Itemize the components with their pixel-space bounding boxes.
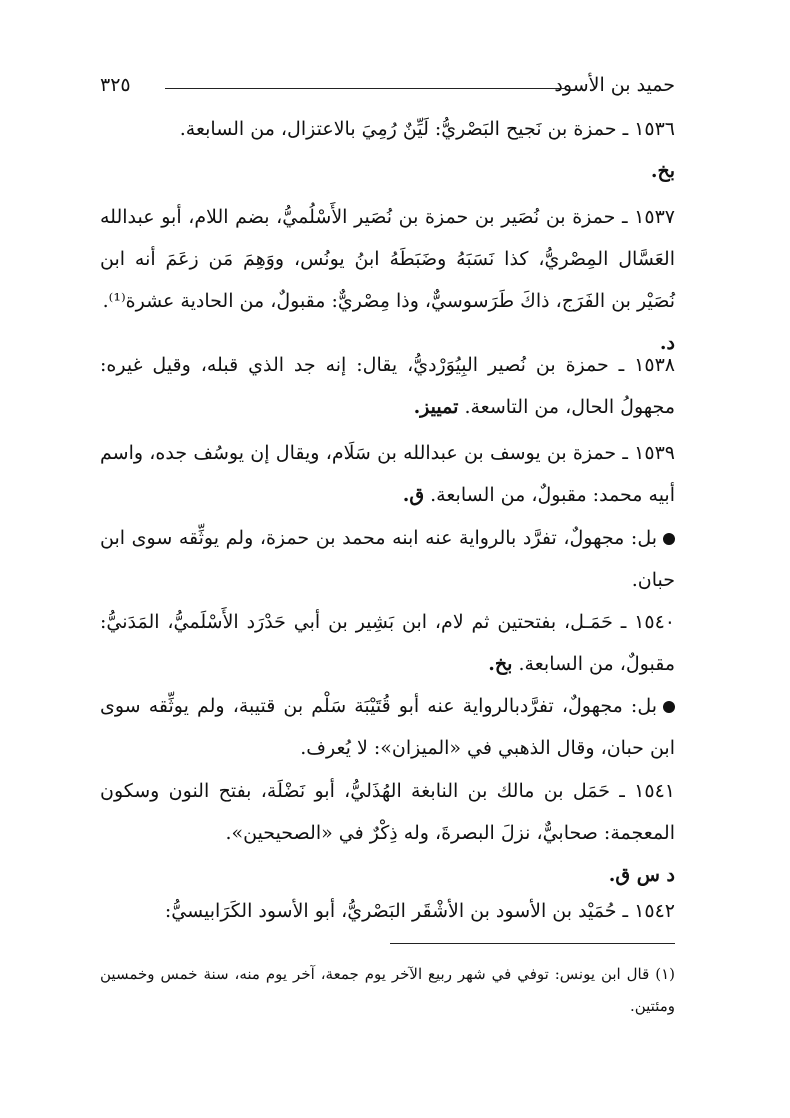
page-number: ٣٢٥	[100, 74, 131, 96]
entry-tail: بخ.	[488, 653, 513, 675]
entry-tail: د س ق.	[608, 864, 675, 886]
entry-1540	[100, 601, 675, 685]
entry-1542	[100, 890, 675, 932]
bullet-icon	[663, 533, 675, 545]
document-page	[100, 0, 675, 1118]
entry-text: ١٥٤٠ ـ حَمَـل، بفتحتين ثم لام، ابن بَشِير بن أبي حَدْرَد الأَسْلَميُّ، المَدَنيُّ: مقبولٌ، من السابعة.	[100, 611, 675, 675]
header-rule	[165, 88, 565, 89]
entry-text: ١٥٣٦ ـ حمزة بن نَجيح البَصْريُّ: لَيِّنٌ رُمِيَ بالاعتزال، من السابعة.	[179, 118, 675, 140]
entry-1537	[100, 196, 675, 364]
entry-1536	[100, 108, 675, 192]
header-title: حميد بن الأسود	[554, 74, 675, 96]
bullet-icon	[663, 701, 675, 713]
entry-note-1539	[100, 517, 675, 601]
entry-text: بل: مجهولٌ، تفرَّد بالرواية عنه ابنه محمد بن حمزة، ولم يوثِّقه سوى ابن حبان.	[100, 527, 675, 591]
entry-text: ١٥٣٧ ـ حمزة بن نُصَير بن حمزة بن نُصَير الأَسْلُميُّ، بضم اللام، أبو عبدالله العَسَّال المِصْريُّ، كذا نَسَبَهُ وضَبَطَهُ ابنُ يونُس، ووَهِمَ مَن زعَمَ أنه ابن نُصَيْر بن الفَرَج، ذاكَ طَرَسوسيٌّ، وذا مِصْريٌّ: مقبولٌ، من الحادية عشرة⁽¹⁾.	[100, 206, 675, 312]
entry-note-1540	[100, 685, 675, 769]
entry-tail: د.	[659, 332, 675, 354]
entry-1541	[100, 770, 675, 896]
footnote-rule	[390, 943, 675, 944]
running-header	[100, 72, 675, 102]
entry-text: بل: مجهولٌ، تفرَّدبالرواية عنه أبو قُتَيْبَة سَلْم بن قتيبة، ولم يوثِّقه سوى ابن حبان، وقال الذهبي في «الميزان»: لا يُعرف.	[100, 695, 675, 759]
entry-1539	[100, 432, 675, 516]
entry-tail: ق.	[402, 484, 425, 506]
entry-tail: بخ.	[650, 160, 675, 182]
entry-1538	[100, 344, 675, 428]
entry-text: ١٥٤١ ـ حَمَل بن مالك بن النابغة الهُذَليُّ، أبو نَضْلَة، بفتح النون وسكون المعجمة: صحابيٌّ، نزلَ البصرةَ، وله ذِكْرٌ في «الصحيحين».	[100, 780, 675, 844]
footnote: (١) قال ابن يونس: توفي في شهر ربيع الآخر يوم جمعة، آخر يوم منه، سنة خمس وخمسين ومئتين.	[100, 965, 675, 1015]
entry-text: ١٥٤٢ ـ حُمَيْد بن الأسود بن الأشْقَر البَصْريُّ، أبو الأسود الكَرَابيسيُّ:	[164, 900, 675, 922]
entry-tail: تمييز.	[413, 396, 459, 418]
entry-text: ١٥٣٩ ـ حمزة بن يوسف بن عبدالله بن سَلَام، ويقال إن يوسُف جده، واسم أبيه محمد: مقبولٌ، من السابعة.	[100, 442, 675, 506]
entry-text: ١٥٣٨ ـ حمزة بن نُصير البِيُوَرْديُّ، يقال: إنه جد الذي قبله، وقيل غيره: مجهولُ الحال، من التاسعة.	[100, 354, 675, 418]
